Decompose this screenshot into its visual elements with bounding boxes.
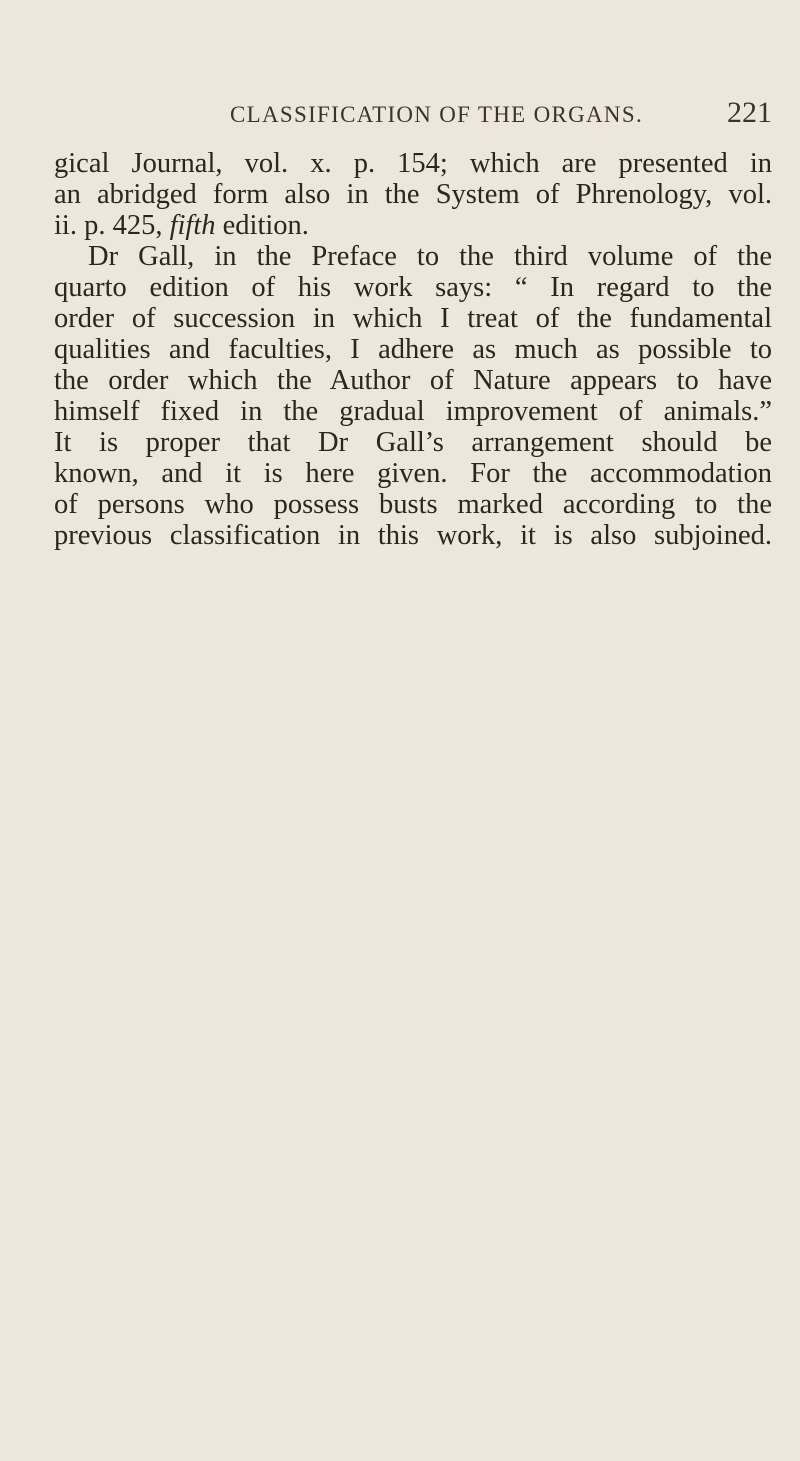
text-line: quarto edition of his work says: “ In regard to the: [54, 272, 772, 303]
text-line: an abridged form also in the System of Phrenology, vol.: [54, 179, 772, 210]
paragraph-2: [54, 241, 772, 551]
text-line: of persons who possess busts marked according to the: [54, 489, 772, 520]
text-line: himself fixed in the gradual improvement of animals.”: [54, 396, 772, 427]
text-line: known, and it is here given. For the accommodation: [54, 458, 772, 489]
body-text: [54, 148, 772, 551]
text-line: Dr Gall, in the Preface to the third volume of the: [88, 241, 772, 272]
text-line: [54, 210, 772, 241]
running-title: CLASSIFICATION OF THE ORGANS.: [230, 102, 643, 127]
text-fragment: ii. p. 425,: [54, 210, 163, 241]
page-number: 221: [727, 96, 772, 129]
italic-word: fifth: [169, 210, 216, 241]
text-line: previous classification in this work, it is also subjoined.: [54, 520, 772, 551]
paragraph-1: [54, 148, 772, 241]
text-line: gical Journal, vol. x. p. 154; which are presented in: [54, 148, 772, 179]
text-line: qualities and faculties, I adhere as much as possible to: [54, 334, 772, 365]
text-line: order of succession in which I treat of the fundamental: [54, 303, 772, 334]
running-head: [0, 96, 800, 136]
text-fragment: edition.: [222, 210, 309, 241]
text-line: It is proper that Dr Gall’s arrangement should be: [54, 427, 772, 458]
text-line: the order which the Author of Nature appears to have: [54, 365, 772, 396]
